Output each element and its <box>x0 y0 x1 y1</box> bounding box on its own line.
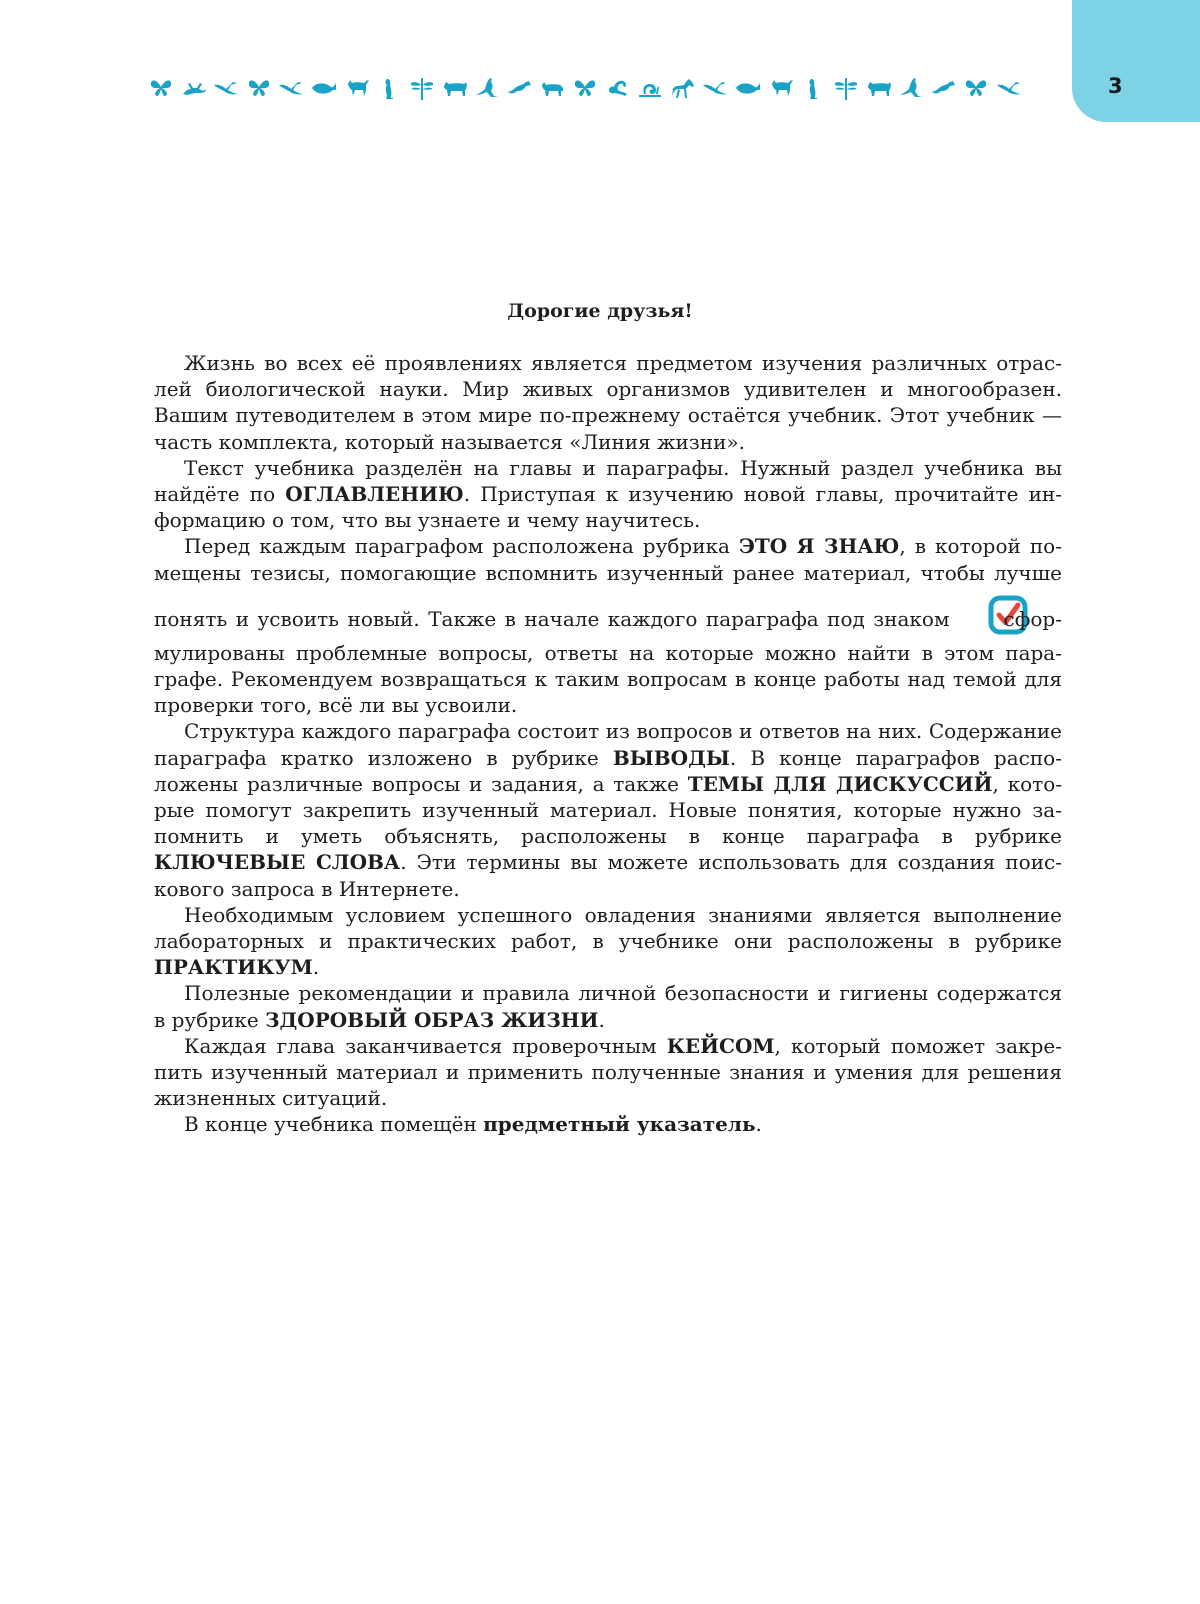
butterfly-icon <box>246 76 272 102</box>
bird-icon <box>213 76 239 102</box>
text-run: Полезные рекомендации и правила личной безопасности и гигиены содержатся в рубрике <box>154 981 1062 1032</box>
text-run: сформулированы проблемные вопросы, ответы на которые можно найти в этом параграфе. Рекомендуем возвращаться к таким вопросам в конце работы над темой для проверки того, всё ли вы усвоили. <box>154 606 1062 718</box>
dragonfly-icon <box>409 76 435 102</box>
rubric-term: КЕЙСОМ <box>666 1033 775 1058</box>
text-run: . <box>312 955 320 980</box>
paragraph <box>154 533 1062 718</box>
text-run: . Приступая к изучению новой главы, прочитайте информацию о том, что вы узнаете и чему научитесь. <box>154 482 1062 533</box>
paragraph <box>154 902 1062 981</box>
paragraph <box>154 980 1062 1032</box>
kangaroo-icon <box>474 76 500 102</box>
rubric-term: КЛЮЧЕВЫЕ СЛОВА <box>154 850 401 875</box>
whale-icon <box>311 76 337 102</box>
rubric-term: предметный указатель <box>483 1112 756 1137</box>
text-run: . <box>598 1007 605 1032</box>
butterfly-icon <box>963 76 989 102</box>
text-run: Структура каждого параграфа состоит из вопросов и ответов на них. Содержание параграфа кратко изложено в рубрике <box>154 719 1062 770</box>
text-run: , который поможет закрепить изученный материал и применить полученные знания и умения для решения жизненных ситуаций. <box>154 1033 1062 1111</box>
text-run: Текст учебника разделён на главы и параграфы. Нужный раздел учебника вы найдёте по <box>154 455 1062 507</box>
text-run: Жизнь во всех её проявлениях является предметом изучения различных отраслей биологической науки. Мир живых организмов удивителен и многообразен. Вашим путеводителем в этом мире по-прежнему остаётся учебник. Этот учебник — часть комплекта, который называется «Линия жизни». <box>154 351 1062 454</box>
text-run: Каждая глава заканчивается проверочным <box>184 1033 667 1058</box>
page-number-tab <box>1072 0 1200 122</box>
text-run: В конце учебника помещён <box>184 1112 484 1137</box>
rubric-term: ОГЛАВЛЕНИЮ <box>285 482 464 507</box>
butterfly-icon <box>148 76 174 102</box>
paragraph <box>154 455 1062 534</box>
paragraph <box>154 350 1062 455</box>
text-run: . В конце параграфов расположены различные вопросы и задания, а также <box>154 745 1062 796</box>
paragraph <box>154 718 1062 901</box>
text-run: . <box>755 1112 762 1137</box>
animal-silhouette-band <box>148 68 1022 110</box>
page-title: Дорогие друзья! <box>507 300 693 322</box>
checkmark-icon <box>958 595 998 635</box>
rubric-term: ВЫВОДЫ <box>612 745 730 770</box>
page-number: 3 <box>1108 74 1123 98</box>
bird-icon <box>278 76 304 102</box>
scorpion-icon <box>605 76 631 102</box>
paragraph <box>154 1111 1062 1137</box>
bird-icon <box>996 76 1022 102</box>
rubric-term: ЭТО Я ЗНАЮ <box>738 534 900 559</box>
meerkat-icon <box>376 76 402 102</box>
butterfly-icon <box>572 76 598 102</box>
snail-icon <box>637 76 663 102</box>
paragraph <box>154 1033 1062 1112</box>
dragonfly-icon <box>833 76 859 102</box>
meerkat-icon <box>800 76 826 102</box>
rhino-icon <box>539 76 565 102</box>
kangaroo-icon <box>898 76 924 102</box>
intro-text <box>154 350 1062 1138</box>
bull-icon <box>442 76 468 102</box>
bird-icon <box>702 76 728 102</box>
whale-icon <box>735 76 761 102</box>
text-run: , в которой помещены тезисы, помогающие вспомнить изученный ранее материал, чтобы лучше понять и усвоить новый. Также в начале каждого параграфа под знаком <box>154 534 1062 631</box>
text-run: Необходимым условием успешного овладения знаниями является выполнение лабораторных и практических работ, в учебнике они расположены в рубрике <box>154 902 1062 954</box>
lizard-icon <box>181 76 207 102</box>
wolf-icon <box>768 76 794 102</box>
fox-icon <box>931 76 957 102</box>
rubric-term: ПРАКТИКУМ <box>154 955 313 980</box>
fox-icon <box>507 76 533 102</box>
text-run: , которые помогут закрепить изученный материал. Новые понятия, которые нужно запомнить и уметь объяснять, расположены в конце параграфа в рубрике <box>154 771 1063 849</box>
text-run: . Эти термины вы можете использовать для создания поискового запроса в Интернете. <box>154 850 1063 901</box>
rubric-term: ТЕМЫ ДЛЯ ДИСКУССИЙ <box>687 771 993 796</box>
text-run: Перед каждым параграфом расположена рубрика <box>184 534 739 559</box>
bull-icon <box>866 76 892 102</box>
wolf-icon <box>344 76 370 102</box>
rubric-term: ЗДОРОВЫЙ ОБРАЗ ЖИЗНИ <box>265 1007 599 1032</box>
horse-icon <box>670 76 696 102</box>
